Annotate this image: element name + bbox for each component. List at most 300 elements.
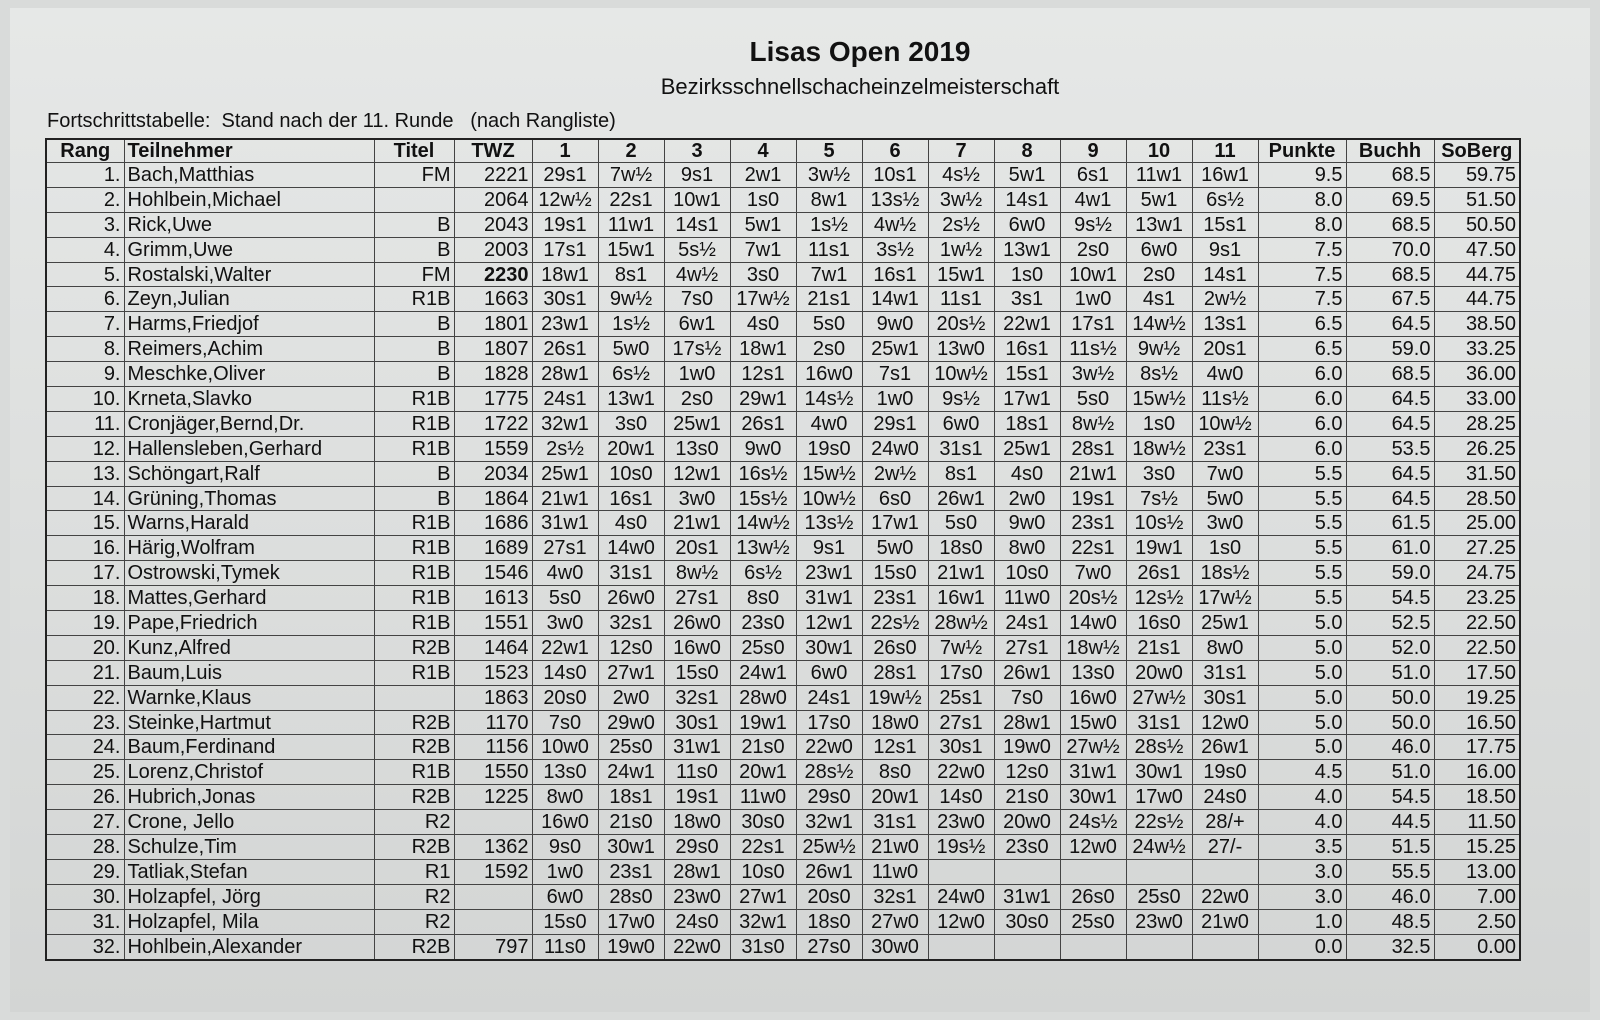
- round-result-cell: 9w0: [730, 436, 796, 461]
- round-result-cell: 3w0: [532, 611, 598, 636]
- rating-cell: 1170: [454, 710, 532, 735]
- buchholz-cell: 52.0: [1346, 635, 1434, 660]
- round-result-cell: 3w0: [664, 486, 730, 511]
- sonneborn-berger-cell: 26.25: [1434, 436, 1520, 461]
- player-name-cell: Cronjäger,Bernd,Dr.: [124, 411, 374, 436]
- round-result-cell: 11s0: [532, 934, 598, 959]
- round-result-cell: 27w½: [1060, 735, 1126, 760]
- sonneborn-berger-cell: 22.50: [1434, 611, 1520, 636]
- table-row: [46, 660, 1520, 685]
- rank-cell: 16.: [46, 536, 124, 561]
- title-cell: R1B: [374, 760, 454, 785]
- round-result-cell: 26w1: [796, 859, 862, 884]
- points-cell: 6.0: [1258, 362, 1346, 387]
- rating-cell: 1156: [454, 735, 532, 760]
- round-result-cell: 11s½: [1192, 387, 1258, 412]
- round-result-cell: 23s0: [730, 611, 796, 636]
- title-cell: R2: [374, 884, 454, 909]
- round-result-cell: 27w1: [730, 884, 796, 909]
- table-row: [46, 337, 1520, 362]
- table-row: [46, 611, 1520, 636]
- table-row: [46, 685, 1520, 710]
- round-result-cell: 28s1: [1060, 436, 1126, 461]
- rating-cell: [454, 909, 532, 934]
- round-result-cell: 30s1: [1192, 685, 1258, 710]
- round-result-cell: 16w0: [532, 810, 598, 835]
- round-result-cell: 26s0: [1060, 884, 1126, 909]
- round-result-cell: 16w1: [1192, 163, 1258, 188]
- round-result-cell: 11s1: [928, 287, 994, 312]
- round-result-cell: 19w1: [1126, 536, 1192, 561]
- buchholz-cell: 50.0: [1346, 685, 1434, 710]
- round-result-cell: 26s0: [862, 635, 928, 660]
- buchholz-cell: 64.5: [1346, 461, 1434, 486]
- round-result-cell: 8w½: [1060, 411, 1126, 436]
- round-result-cell: 28/+: [1192, 810, 1258, 835]
- round-result-cell: 27s1: [532, 536, 598, 561]
- round-result-cell: 24w0: [928, 884, 994, 909]
- rank-cell: 3.: [46, 212, 124, 237]
- player-name-cell: Lorenz,Christof: [124, 760, 374, 785]
- round-result-cell: 5s½: [664, 237, 730, 262]
- round-result-cell: 20w1: [730, 760, 796, 785]
- table-header-row: [46, 139, 1520, 163]
- rating-cell: 1551: [454, 611, 532, 636]
- player-name-cell: Baum,Luis: [124, 660, 374, 685]
- rating-cell: 2034: [454, 461, 532, 486]
- rank-cell: 17.: [46, 561, 124, 586]
- player-name-cell: Krneta,Slavko: [124, 387, 374, 412]
- round-result-cell: 27s1: [994, 635, 1060, 660]
- rank-cell: 27.: [46, 810, 124, 835]
- rank-cell: 20.: [46, 635, 124, 660]
- points-cell: 4.0: [1258, 810, 1346, 835]
- title-cell: [374, 685, 454, 710]
- round-result-cell: 1w0: [532, 859, 598, 884]
- round-result-cell: 27/-: [1192, 835, 1258, 860]
- rank-cell: 4.: [46, 237, 124, 262]
- player-name-cell: Härig,Wolfram: [124, 536, 374, 561]
- buchholz-cell: 48.5: [1346, 909, 1434, 934]
- round-result-cell: 2w0: [994, 486, 1060, 511]
- sonneborn-berger-cell: 19.25: [1434, 685, 1520, 710]
- title-cell: B: [374, 337, 454, 362]
- round-result-cell: 10s0: [598, 461, 664, 486]
- round-result-cell: 7s½: [1126, 486, 1192, 511]
- round-result-cell: 31s1: [598, 561, 664, 586]
- points-cell: 7.5: [1258, 287, 1346, 312]
- round-result-cell: 6w0: [994, 212, 1060, 237]
- round-result-cell: 18s½: [1192, 561, 1258, 586]
- round-result-cell: 2w½: [1192, 287, 1258, 312]
- round-result-cell: 14w½: [730, 511, 796, 536]
- round-result-cell: 17w½: [1192, 586, 1258, 611]
- round-result-cell: 32w1: [796, 810, 862, 835]
- round-result-cell: 23w1: [796, 561, 862, 586]
- round-result-cell: 7s0: [532, 710, 598, 735]
- round-result-cell: [1060, 934, 1126, 959]
- buchholz-cell: 61.0: [1346, 536, 1434, 561]
- round-result-cell: 1w0: [862, 387, 928, 412]
- table-row: [46, 461, 1520, 486]
- buchholz-cell: 68.5: [1346, 163, 1434, 188]
- player-name-cell: Hubrich,Jonas: [124, 785, 374, 810]
- points-cell: 6.0: [1258, 436, 1346, 461]
- title-cell: R2B: [374, 635, 454, 660]
- round-result-cell: 25w1: [862, 337, 928, 362]
- column-header: SoBerg: [1434, 139, 1520, 163]
- round-result-cell: 21w1: [1060, 461, 1126, 486]
- buchholz-cell: 69.5: [1346, 187, 1434, 212]
- rank-cell: 8.: [46, 337, 124, 362]
- table-row: [46, 810, 1520, 835]
- round-result-cell: 12w0: [1060, 835, 1126, 860]
- round-result-cell: 13s0: [664, 436, 730, 461]
- round-result-cell: 6s0: [862, 486, 928, 511]
- points-cell: 5.0: [1258, 735, 1346, 760]
- title-cell: R1B: [374, 511, 454, 536]
- buchholz-cell: 51.0: [1346, 660, 1434, 685]
- round-result-cell: 27w1: [598, 660, 664, 685]
- sonneborn-berger-cell: 24.75: [1434, 561, 1520, 586]
- round-result-cell: 22w1: [994, 312, 1060, 337]
- buchholz-cell: 64.5: [1346, 411, 1434, 436]
- rating-cell: 1686: [454, 511, 532, 536]
- round-result-cell: 31w1: [796, 586, 862, 611]
- round-result-cell: 14s1: [994, 187, 1060, 212]
- title-cell: FM: [374, 163, 454, 188]
- rating-cell: 2003: [454, 237, 532, 262]
- round-result-cell: 20s0: [796, 884, 862, 909]
- sonneborn-berger-cell: 15.25: [1434, 835, 1520, 860]
- rank-cell: 28.: [46, 835, 124, 860]
- round-result-cell: 7w1: [796, 262, 862, 287]
- round-result-cell: 22w0: [928, 760, 994, 785]
- round-result-cell: 26s1: [532, 337, 598, 362]
- round-result-cell: 23w1: [532, 312, 598, 337]
- round-result-cell: 13s½: [796, 511, 862, 536]
- buchholz-cell: 46.0: [1346, 884, 1434, 909]
- round-result-cell: 3s1: [994, 287, 1060, 312]
- round-result-cell: 26w1: [994, 660, 1060, 685]
- round-result-cell: 24s1: [532, 387, 598, 412]
- round-result-cell: 28w0: [730, 685, 796, 710]
- player-name-cell: Tatliak,Stefan: [124, 859, 374, 884]
- round-result-cell: 17s1: [1060, 312, 1126, 337]
- round-result-cell: 9s1: [1192, 237, 1258, 262]
- points-cell: 6.5: [1258, 312, 1346, 337]
- round-result-cell: 31w1: [994, 884, 1060, 909]
- round-result-cell: 16w0: [796, 362, 862, 387]
- column-header: 9: [1060, 139, 1126, 163]
- round-result-cell: 26s1: [1126, 561, 1192, 586]
- round-result-cell: 15s½: [730, 486, 796, 511]
- round-result-cell: 22s1: [598, 187, 664, 212]
- rating-cell: 1225: [454, 785, 532, 810]
- player-name-cell: Mattes,Gerhard: [124, 586, 374, 611]
- round-result-cell: 22s½: [1126, 810, 1192, 835]
- round-result-cell: 13w½: [730, 536, 796, 561]
- round-result-cell: 19s1: [532, 212, 598, 237]
- round-result-cell: 6w1: [664, 312, 730, 337]
- column-header: 10: [1126, 139, 1192, 163]
- round-result-cell: 4s0: [994, 461, 1060, 486]
- round-result-cell: 31s1: [928, 436, 994, 461]
- round-result-cell: 15w1: [928, 262, 994, 287]
- round-result-cell: 31s1: [862, 810, 928, 835]
- round-result-cell: 4w½: [862, 212, 928, 237]
- round-result-cell: 10w½: [796, 486, 862, 511]
- sonneborn-berger-cell: 23.25: [1434, 586, 1520, 611]
- rating-cell: 1464: [454, 635, 532, 660]
- round-result-cell: 12s0: [598, 635, 664, 660]
- sonneborn-berger-cell: 44.75: [1434, 287, 1520, 312]
- round-result-cell: 19w½: [862, 685, 928, 710]
- round-result-cell: 5w0: [1192, 486, 1258, 511]
- title-cell: R1B: [374, 611, 454, 636]
- rating-cell: 1807: [454, 337, 532, 362]
- sonneborn-berger-cell: 13.00: [1434, 859, 1520, 884]
- round-result-cell: 17w1: [994, 387, 1060, 412]
- table-row: [46, 187, 1520, 212]
- title-cell: B: [374, 237, 454, 262]
- round-result-cell: 13w1: [1126, 212, 1192, 237]
- table-row: [46, 387, 1520, 412]
- round-result-cell: 21w1: [664, 511, 730, 536]
- sonneborn-berger-cell: 33.25: [1434, 337, 1520, 362]
- round-result-cell: 28w1: [664, 859, 730, 884]
- round-result-cell: 8s0: [730, 586, 796, 611]
- round-result-cell: 25s1: [928, 685, 994, 710]
- points-cell: 3.0: [1258, 884, 1346, 909]
- title-cell: B: [374, 212, 454, 237]
- round-result-cell: 32s1: [664, 685, 730, 710]
- rating-cell: 1801: [454, 312, 532, 337]
- round-result-cell: 17w0: [598, 909, 664, 934]
- round-result-cell: 15w0: [1060, 710, 1126, 735]
- round-result-cell: 3w½: [1060, 362, 1126, 387]
- buchholz-cell: 64.5: [1346, 486, 1434, 511]
- round-result-cell: 16s1: [598, 486, 664, 511]
- round-result-cell: 8s1: [928, 461, 994, 486]
- sonneborn-berger-cell: 16.50: [1434, 710, 1520, 735]
- round-result-cell: 18s1: [598, 785, 664, 810]
- rating-cell: 1663: [454, 287, 532, 312]
- title-cell: FM: [374, 262, 454, 287]
- round-result-cell: 25w1: [532, 461, 598, 486]
- round-result-cell: 12w1: [796, 611, 862, 636]
- round-result-cell: 16w1: [928, 586, 994, 611]
- round-result-cell: 22s1: [730, 835, 796, 860]
- round-result-cell: 30w0: [862, 934, 928, 959]
- round-result-cell: 17s1: [532, 237, 598, 262]
- table-caption: Fortschrittstabelle: Stand nach der 11. Runde (nach Rangliste): [47, 110, 616, 132]
- round-result-cell: 5s0: [928, 511, 994, 536]
- round-result-cell: 1w½: [928, 237, 994, 262]
- round-result-cell: 6w0: [928, 411, 994, 436]
- round-result-cell: 24w½: [1126, 835, 1192, 860]
- round-result-cell: 7w0: [1192, 461, 1258, 486]
- title-cell: [374, 187, 454, 212]
- round-result-cell: 9s½: [928, 387, 994, 412]
- round-result-cell: 5s0: [796, 312, 862, 337]
- rating-cell: 1592: [454, 859, 532, 884]
- title-cell: R1B: [374, 411, 454, 436]
- round-result-cell: 2s0: [664, 387, 730, 412]
- round-result-cell: 8w0: [994, 536, 1060, 561]
- round-result-cell: 4w0: [796, 411, 862, 436]
- round-result-cell: 5w0: [862, 536, 928, 561]
- round-result-cell: 13s0: [1060, 660, 1126, 685]
- round-result-cell: 19s1: [1060, 486, 1126, 511]
- page-subtitle: Bezirksschnellschacheinzelmeisterschaft: [660, 74, 1060, 99]
- rank-cell: 1.: [46, 163, 124, 188]
- title-cell: R2: [374, 810, 454, 835]
- points-cell: 8.0: [1258, 212, 1346, 237]
- sonneborn-berger-cell: 25.00: [1434, 511, 1520, 536]
- round-result-cell: 27s0: [796, 934, 862, 959]
- round-result-cell: 7w0: [1060, 561, 1126, 586]
- round-result-cell: 31w1: [532, 511, 598, 536]
- round-result-cell: 8s½: [1126, 362, 1192, 387]
- column-header: 3: [664, 139, 730, 163]
- round-result-cell: [994, 934, 1060, 959]
- rank-cell: 21.: [46, 660, 124, 685]
- points-cell: 9.5: [1258, 163, 1346, 188]
- title-cell: B: [374, 312, 454, 337]
- points-cell: 1.0: [1258, 909, 1346, 934]
- round-result-cell: 11w0: [994, 586, 1060, 611]
- rating-cell: 797: [454, 934, 532, 959]
- round-result-cell: 23s1: [1060, 511, 1126, 536]
- round-result-cell: 30w1: [1060, 785, 1126, 810]
- points-cell: 5.0: [1258, 660, 1346, 685]
- rank-cell: 18.: [46, 586, 124, 611]
- round-result-cell: 16s½: [730, 461, 796, 486]
- points-cell: 5.5: [1258, 536, 1346, 561]
- round-result-cell: 25s0: [598, 735, 664, 760]
- round-result-cell: 24w1: [598, 760, 664, 785]
- player-name-cell: Baum,Ferdinand: [124, 735, 374, 760]
- round-result-cell: 28s1: [862, 660, 928, 685]
- round-result-cell: 22w1: [532, 635, 598, 660]
- rank-cell: 22.: [46, 685, 124, 710]
- round-result-cell: 21s0: [994, 785, 1060, 810]
- table-row: [46, 362, 1520, 387]
- round-result-cell: 17w½: [730, 287, 796, 312]
- round-result-cell: 24w0: [862, 436, 928, 461]
- round-result-cell: 21s0: [598, 810, 664, 835]
- round-result-cell: 13s1: [1192, 312, 1258, 337]
- round-result-cell: 15s1: [994, 362, 1060, 387]
- round-result-cell: 30s0: [730, 810, 796, 835]
- round-result-cell: 24w1: [730, 660, 796, 685]
- rating-cell: 1775: [454, 387, 532, 412]
- round-result-cell: 1w0: [1060, 287, 1126, 312]
- round-result-cell: 9w0: [862, 312, 928, 337]
- round-result-cell: 3s0: [1126, 461, 1192, 486]
- points-cell: 5.5: [1258, 511, 1346, 536]
- buchholz-cell: 54.5: [1346, 785, 1434, 810]
- round-result-cell: 19w0: [994, 735, 1060, 760]
- round-result-cell: 14w½: [1126, 312, 1192, 337]
- sonneborn-berger-cell: 28.25: [1434, 411, 1520, 436]
- round-result-cell: 28w½: [928, 611, 994, 636]
- round-result-cell: 24s1: [994, 611, 1060, 636]
- round-result-cell: 9w½: [598, 287, 664, 312]
- round-result-cell: [1126, 859, 1192, 884]
- round-result-cell: 7w½: [598, 163, 664, 188]
- round-result-cell: 15s0: [862, 561, 928, 586]
- round-result-cell: 31w1: [664, 735, 730, 760]
- sonneborn-berger-cell: 31.50: [1434, 461, 1520, 486]
- round-result-cell: 26w0: [664, 611, 730, 636]
- round-result-cell: 10s0: [994, 561, 1060, 586]
- round-result-cell: 14s½: [796, 387, 862, 412]
- rating-cell: 2221: [454, 163, 532, 188]
- round-result-cell: 21w1: [532, 486, 598, 511]
- column-header: Punkte: [1258, 139, 1346, 163]
- page-title: Lisas Open 2019: [749, 36, 971, 67]
- buchholz-cell: 46.0: [1346, 735, 1434, 760]
- round-result-cell: 15s0: [532, 909, 598, 934]
- buchholz-cell: 52.5: [1346, 611, 1434, 636]
- round-result-cell: 30w1: [796, 635, 862, 660]
- rating-cell: 2043: [454, 212, 532, 237]
- sonneborn-berger-cell: 17.75: [1434, 735, 1520, 760]
- round-result-cell: 19s0: [1192, 760, 1258, 785]
- round-result-cell: 12w0: [1192, 710, 1258, 735]
- player-name-cell: Rick,Uwe: [124, 212, 374, 237]
- round-result-cell: 13w1: [994, 237, 1060, 262]
- round-result-cell: 26s1: [730, 411, 796, 436]
- round-result-cell: [928, 859, 994, 884]
- rank-cell: 32.: [46, 934, 124, 959]
- round-result-cell: 14w1: [862, 287, 928, 312]
- buchholz-cell: 51.5: [1346, 835, 1434, 860]
- round-result-cell: 8w0: [532, 785, 598, 810]
- round-result-cell: 30w1: [598, 835, 664, 860]
- round-result-cell: 1s½: [796, 212, 862, 237]
- table-row: [46, 859, 1520, 884]
- rank-cell: 30.: [46, 884, 124, 909]
- rank-cell: 19.: [46, 611, 124, 636]
- round-result-cell: 8w1: [796, 187, 862, 212]
- points-cell: 6.0: [1258, 411, 1346, 436]
- round-result-cell: 32w1: [730, 909, 796, 934]
- round-result-cell: 15w½: [1126, 387, 1192, 412]
- table-row: [46, 212, 1520, 237]
- title-cell: R2B: [374, 710, 454, 735]
- round-result-cell: 23w0: [664, 884, 730, 909]
- rank-cell: 14.: [46, 486, 124, 511]
- round-result-cell: 18s1: [994, 411, 1060, 436]
- round-result-cell: 3s½: [862, 237, 928, 262]
- player-name-cell: Grimm,Uwe: [124, 237, 374, 262]
- points-cell: 5.0: [1258, 710, 1346, 735]
- round-result-cell: 21s0: [730, 735, 796, 760]
- round-result-cell: 5w1: [994, 163, 1060, 188]
- round-result-cell: 4w½: [664, 262, 730, 287]
- round-result-cell: 30s1: [664, 710, 730, 735]
- round-result-cell: 1s½: [598, 312, 664, 337]
- round-result-cell: 13s0: [532, 760, 598, 785]
- round-result-cell: 2s½: [532, 436, 598, 461]
- player-name-cell: Schöngart,Ralf: [124, 461, 374, 486]
- rating-cell: 1362: [454, 835, 532, 860]
- round-result-cell: 26w0: [598, 586, 664, 611]
- round-result-cell: 9w0: [994, 511, 1060, 536]
